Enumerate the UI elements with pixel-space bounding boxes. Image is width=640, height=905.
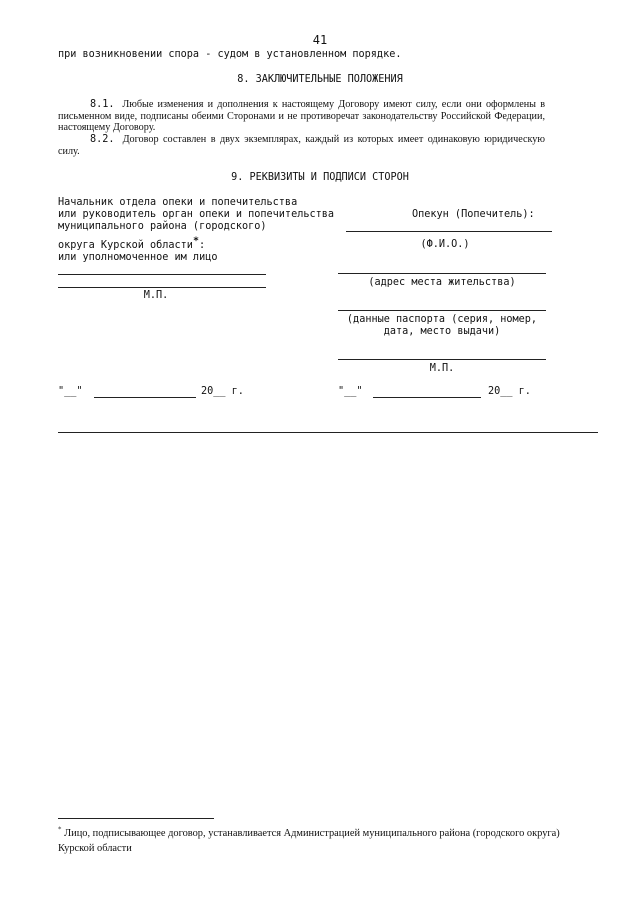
left-seal-label: М.П. (143, 290, 169, 301)
footnote-separator (58, 818, 214, 819)
section-9-heading: 9. РЕКВИЗИТЫ И ПОДПИСИ СТОРОН (231, 172, 409, 183)
left-party-line-4 (58, 235, 206, 251)
section-8-heading: 8. ЗАКЛЮЧИТЕЛЬНЫЕ ПОЛОЖЕНИЯ (237, 74, 403, 85)
left-party-line-4-text: округа Курской области (58, 240, 193, 251)
right-address-line (338, 273, 546, 274)
footnote-mark: * (58, 825, 62, 834)
left-signature-line-1 (58, 274, 266, 275)
left-date-year: 20__ г. (201, 386, 244, 397)
right-passport-label-2: дата, место выдачи) (383, 326, 501, 337)
right-seal-label: М.П. (429, 363, 455, 374)
right-date-day: "__" (338, 386, 363, 397)
section-separator (58, 432, 598, 433)
paragraph-8-1 (58, 99, 545, 134)
right-seal-line (338, 359, 546, 360)
page-number: 41 (312, 33, 328, 47)
paragraph-8-1-number: 8.1. (90, 99, 115, 110)
left-party-line-5: или уполномоченное им лицо (58, 252, 218, 263)
footnote-text: Лицо, подписывающее договор, устанавливается Администрацией муниципального района (городского округа) Курской области (58, 828, 560, 854)
right-passport-label-1: (данные паспорта (серия, номер, (346, 314, 538, 325)
left-signature-line-2 (58, 287, 266, 288)
asterisk-mark: * (192, 235, 199, 247)
left-date-day: "__" (58, 386, 83, 397)
paragraph-8-1-text: Любые изменения и дополнения к настоящему Договору имеют силу, если они оформлены в письменном виде, подписаны обеими Сторонами и не противоречат законодательству Российской Федерации, настоящему Договору. (58, 99, 545, 134)
right-party-title: Опекун (Попечитель): (412, 209, 535, 220)
paragraph-8-2-number: 8.2. (90, 134, 115, 145)
left-party-line-1: Начальник отдела опеки и попечительства (58, 197, 298, 208)
right-signature-line (346, 231, 552, 232)
left-party-line-2: или руководитель орган опеки и попечительства (58, 209, 335, 220)
paragraph-8-2-text: Договор составлен в двух экземплярах, каждый из которых имеет одинаковую юридическую силу. (58, 134, 545, 157)
left-party-line-3: муниципального района (городского) (58, 221, 267, 232)
right-date-month-line (373, 397, 481, 398)
paragraph-8-2 (58, 134, 545, 157)
right-fio-label: (Ф.И.О.) (420, 239, 470, 250)
continuation-line: при возникновении спора - судом в установленном порядке. (58, 49, 402, 60)
colon: : (198, 240, 206, 251)
footnote (58, 826, 598, 856)
left-date-month-line (94, 397, 196, 398)
right-date-year: 20__ г. (488, 386, 531, 397)
right-passport-line (338, 310, 546, 311)
right-address-label: (адрес места жительства) (368, 277, 516, 288)
